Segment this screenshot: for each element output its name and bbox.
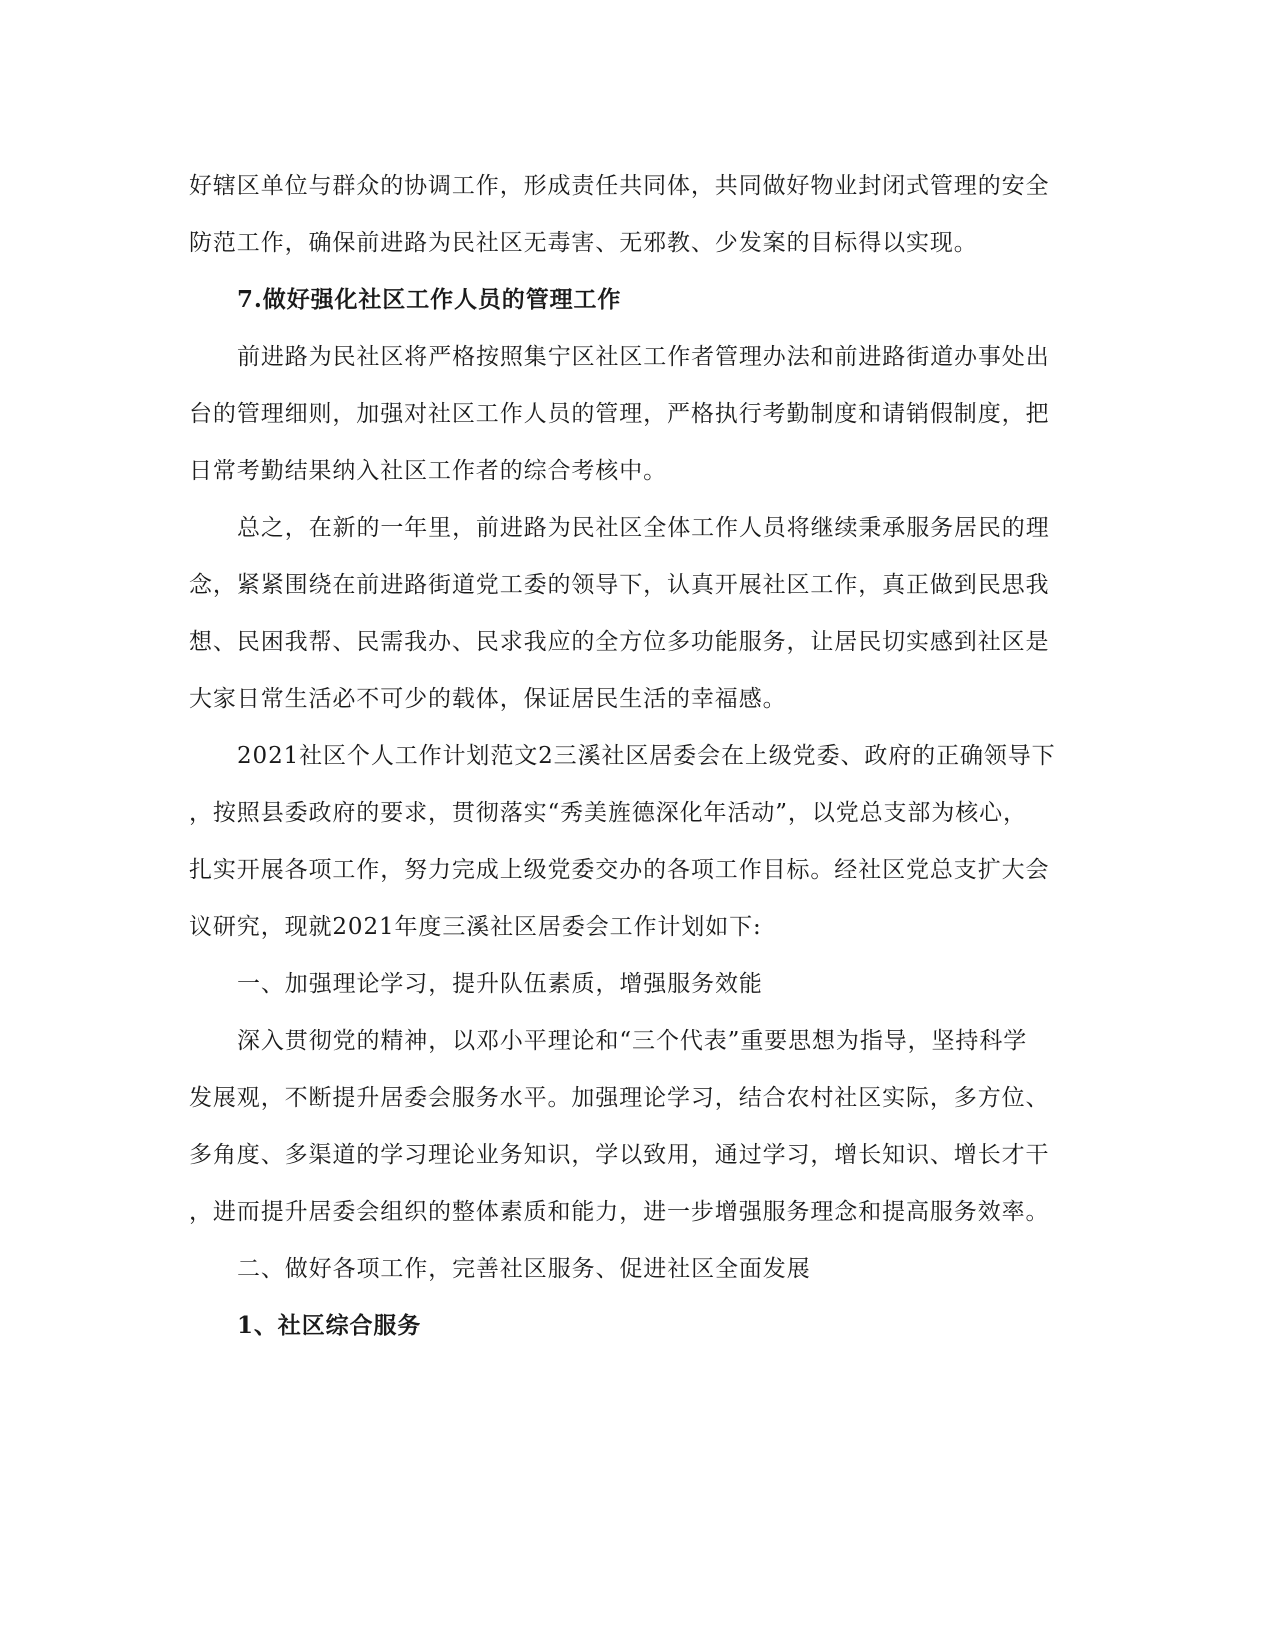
paragraph-line: ，进而提升居委会组织的整体素质和能力，进一步增强服务理念和提高服务效率。 — [189, 1199, 1050, 1225]
paragraph-line: 发展观，不断提升居委会服务水平。加强理论学习，结合农村社区实际，多方位、 — [189, 1085, 1050, 1111]
section-heading: 二、做好各项工作，完善社区服务、促进社区全面发展 — [237, 1256, 811, 1282]
paragraph-line: 好辖区单位与群众的协调工作，形成责任共同体，共同做好物业封闭式管理的安全 — [189, 173, 1050, 199]
paragraph-line: 念，紧紧围绕在前进路街道党工委的领导下，认真开展社区工作，真正做到民思我 — [189, 572, 1050, 598]
paragraph-line: 议研究，现就2021年度三溪社区居委会工作计划如下: — [189, 914, 762, 940]
paragraph-line: 扎实开展各项工作，努力完成上级党委交办的各项工作目标。经社区党总支扩大会 — [189, 857, 1050, 883]
paragraph-line: ，按照县委政府的要求，贯彻落实“秀美旌德深化年活动”，以党总支部为核心， — [189, 800, 1027, 826]
subsection-heading: 1、社区综合服务 — [237, 1312, 422, 1339]
paragraph-line: 多角度、多渠道的学习理论业务知识，学以致用，通过学习，增长知识、增长才干 — [189, 1142, 1050, 1168]
paragraph-line: 总之，在新的一年里，前进路为民社区全体工作人员将继续秉承服务居民的理 — [237, 515, 1050, 541]
section-heading: 一、加强理论学习，提升队伍素质，增强服务效能 — [237, 971, 763, 997]
paragraph-line: 想、民困我帮、民需我办、民求我应的全方位多功能服务，让居民切实感到社区是 — [189, 629, 1050, 655]
paragraph-line: 日常考勤结果纳入社区工作者的综合考核中。 — [189, 458, 667, 484]
paragraph-line: 大家日常生活必不可少的载体，保证居民生活的幸福感。 — [189, 686, 787, 712]
paragraph-line: 深入贯彻党的精神，以邓小平理论和“三个代表”重要思想为指导，坚持科学 — [237, 1028, 1028, 1054]
paragraph-line: 防范工作，确保前进路为民社区无毒害、无邪教、少发案的目标得以实现。 — [189, 230, 978, 256]
section-heading: 7.做好强化社区工作人员的管理工作 — [237, 286, 622, 313]
paragraph-line: 2021社区个人工作计划范文2三溪社区居委会在上级党委、政府的正确领导下 — [237, 743, 1056, 769]
paragraph-line: 前进路为民社区将严格按照集宁区社区工作者管理办法和前进路街道办事处出 — [237, 344, 1050, 370]
paragraph-line: 台的管理细则，加强对社区工作人员的管理，严格执行考勤制度和请销假制度，把 — [189, 401, 1050, 427]
